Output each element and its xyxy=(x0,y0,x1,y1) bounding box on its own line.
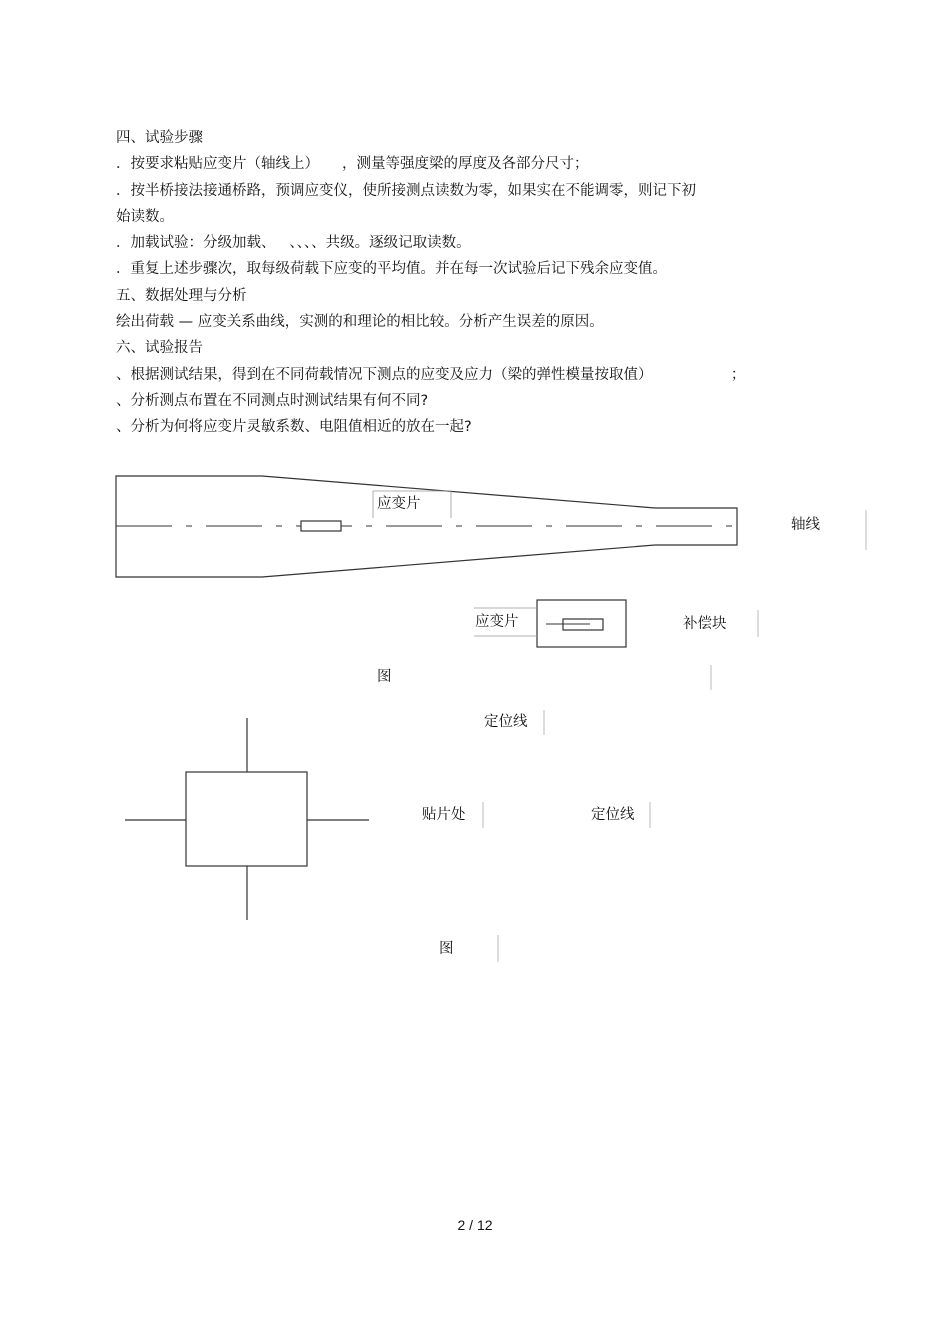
strain-gauge-on-beam xyxy=(301,521,341,531)
step-2: ．按半桥接法接通桥路，预调应变仪，使所接测点读数为零，如果实在不能调零，则记下初 xyxy=(116,182,696,199)
section-heading-report: 六、试验报告 xyxy=(116,340,203,357)
step-1: ．按要求粘贴应变片（轴线上） ，测量等强度梁的厚度及各部分尺寸； xyxy=(116,156,589,173)
step-4: ．重复上述步骤次，取每级荷载下应变的平均值。并在每一次试验后记下残余应变值。 xyxy=(116,261,667,278)
strain-gauge-label-2: 应变片 xyxy=(475,614,519,630)
patch-square xyxy=(186,772,307,866)
section-heading-steps: 四、试验步骤 xyxy=(116,130,203,146)
patch-diagram xyxy=(125,710,650,962)
axis-label: 轴线 xyxy=(791,517,820,533)
patch-location-label: 贴片处 xyxy=(422,807,466,823)
analysis-text: 绘出荷载 — 应变关系曲线，实测的和理论的相比较。分析产生误差的原因。 xyxy=(116,314,604,331)
page-number: 2 / 12 xyxy=(457,1217,493,1233)
positioning-line-right-label: 定位线 xyxy=(591,807,635,823)
report-item-1: 、根据测试结果，得到在不同荷载情况下测点的应变及应力（梁的弹性模量按取值） ； xyxy=(116,366,746,383)
step-3: ．加载试验：分级加载、 、、、、共级。逐级记取读数。 xyxy=(116,235,471,252)
report-item-2: 、分析测点布置在不同测点时测试结果有何不同? xyxy=(116,392,429,409)
figure-2-caption: 图 xyxy=(439,941,454,957)
compensation-block-label: 补偿块 xyxy=(683,616,727,632)
figure-1-caption: 图 xyxy=(377,669,392,685)
strain-gauge-label: 应变片 xyxy=(377,496,421,512)
step-2-cont: 始读数。 xyxy=(116,208,174,225)
section-heading-analysis: 五、数据处理与分析 xyxy=(116,287,247,304)
positioning-line-top-label: 定位线 xyxy=(484,714,528,730)
report-item-3: 、分析为何将应变片灵敏系数、电阻值相近的放在一起? xyxy=(116,419,472,436)
